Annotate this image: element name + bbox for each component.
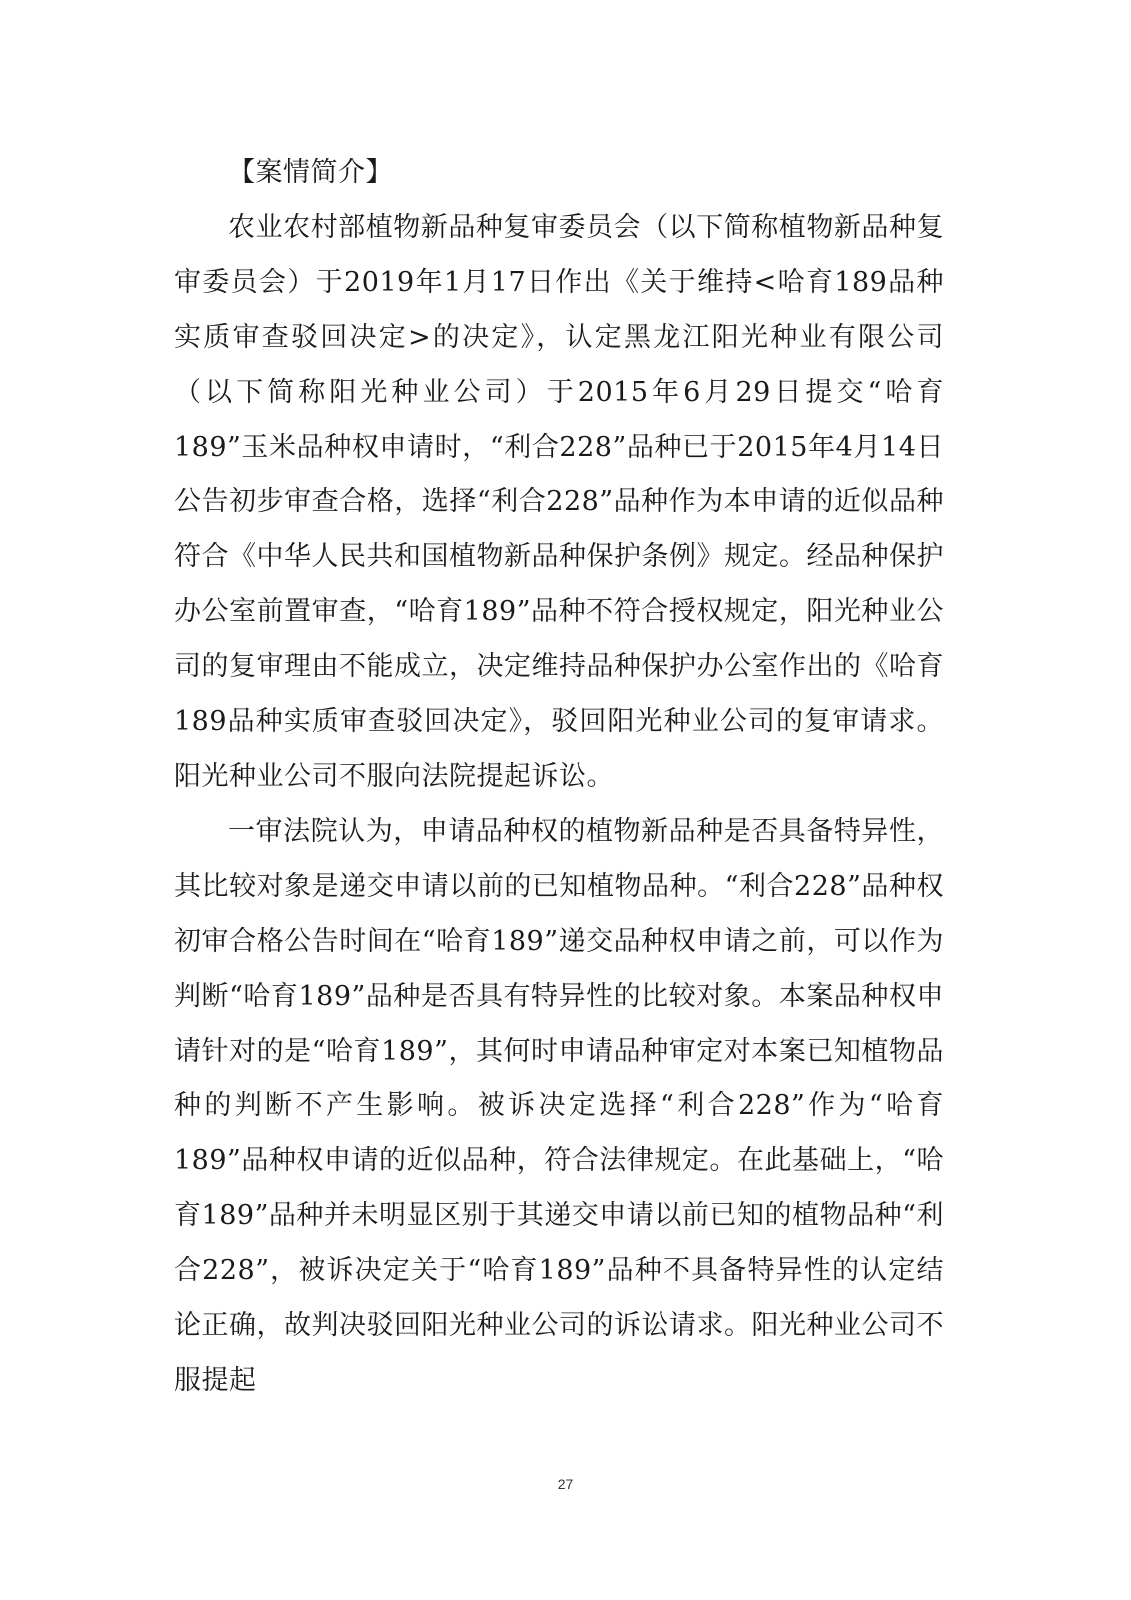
body-text (174, 146, 944, 1409)
paragraph-case-summary: 农业农村部植物新品种复审委员会（以下简称植物新品种复审委员会）于2019年1月17日作出《关于维持<哈育189品种实质审查驳回决定>的决定》，认定黑龙江阳光种业有限公司（以下简称阳光种业公司）于2015年6月29日提交“哈育189”玉米品种权申请时，“利合228”品种已于2015年4月14日公告初步审查合格，选择“利合228”品种作为本申请的近似品种符合《中华人民共和国植物新品种保护条例》规定。经品种保护办公室前置审查，“哈育189”品种不符合授权规定，阳光种业公司的复审理由不能成立，决定维持品种保护办公室作出的《哈育189品种实质审查驳回决定》，驳回阳光种业公司的复审请求。阳光种业公司不服向法院提起诉讼。 (174, 211, 944, 792)
section-heading: 【案情简介】 (228, 157, 393, 188)
paragraph-first-instance: 一审法院认为，申请品种权的植物新品种是否具备特异性，其比较对象是递交申请以前的已知植物品种。“利合228”品种权初审合格公告时间在“哈育189”递交品种权申请之前，可以作为判断“哈育189”品种是否具有特异性的比较对象。本案品种权申请针对的是“哈育189”，其何时申请品种审定对本案已知植物品种的判断不产生影响。被诉决定选择“利合228”作为“哈育189”品种权申请的近似品种，符合法律规定。在此基础上，“哈育189”品种并未明显区别于其递交申请以前已知的植物品种“利合228”，被诉决定关于“哈育189”品种不具备特异性的认定结论正确，故判决驳回阳光种业公司的诉讼请求。阳光种业公司不服提起 (174, 815, 944, 1396)
page-number: 27 (557, 1476, 574, 1492)
